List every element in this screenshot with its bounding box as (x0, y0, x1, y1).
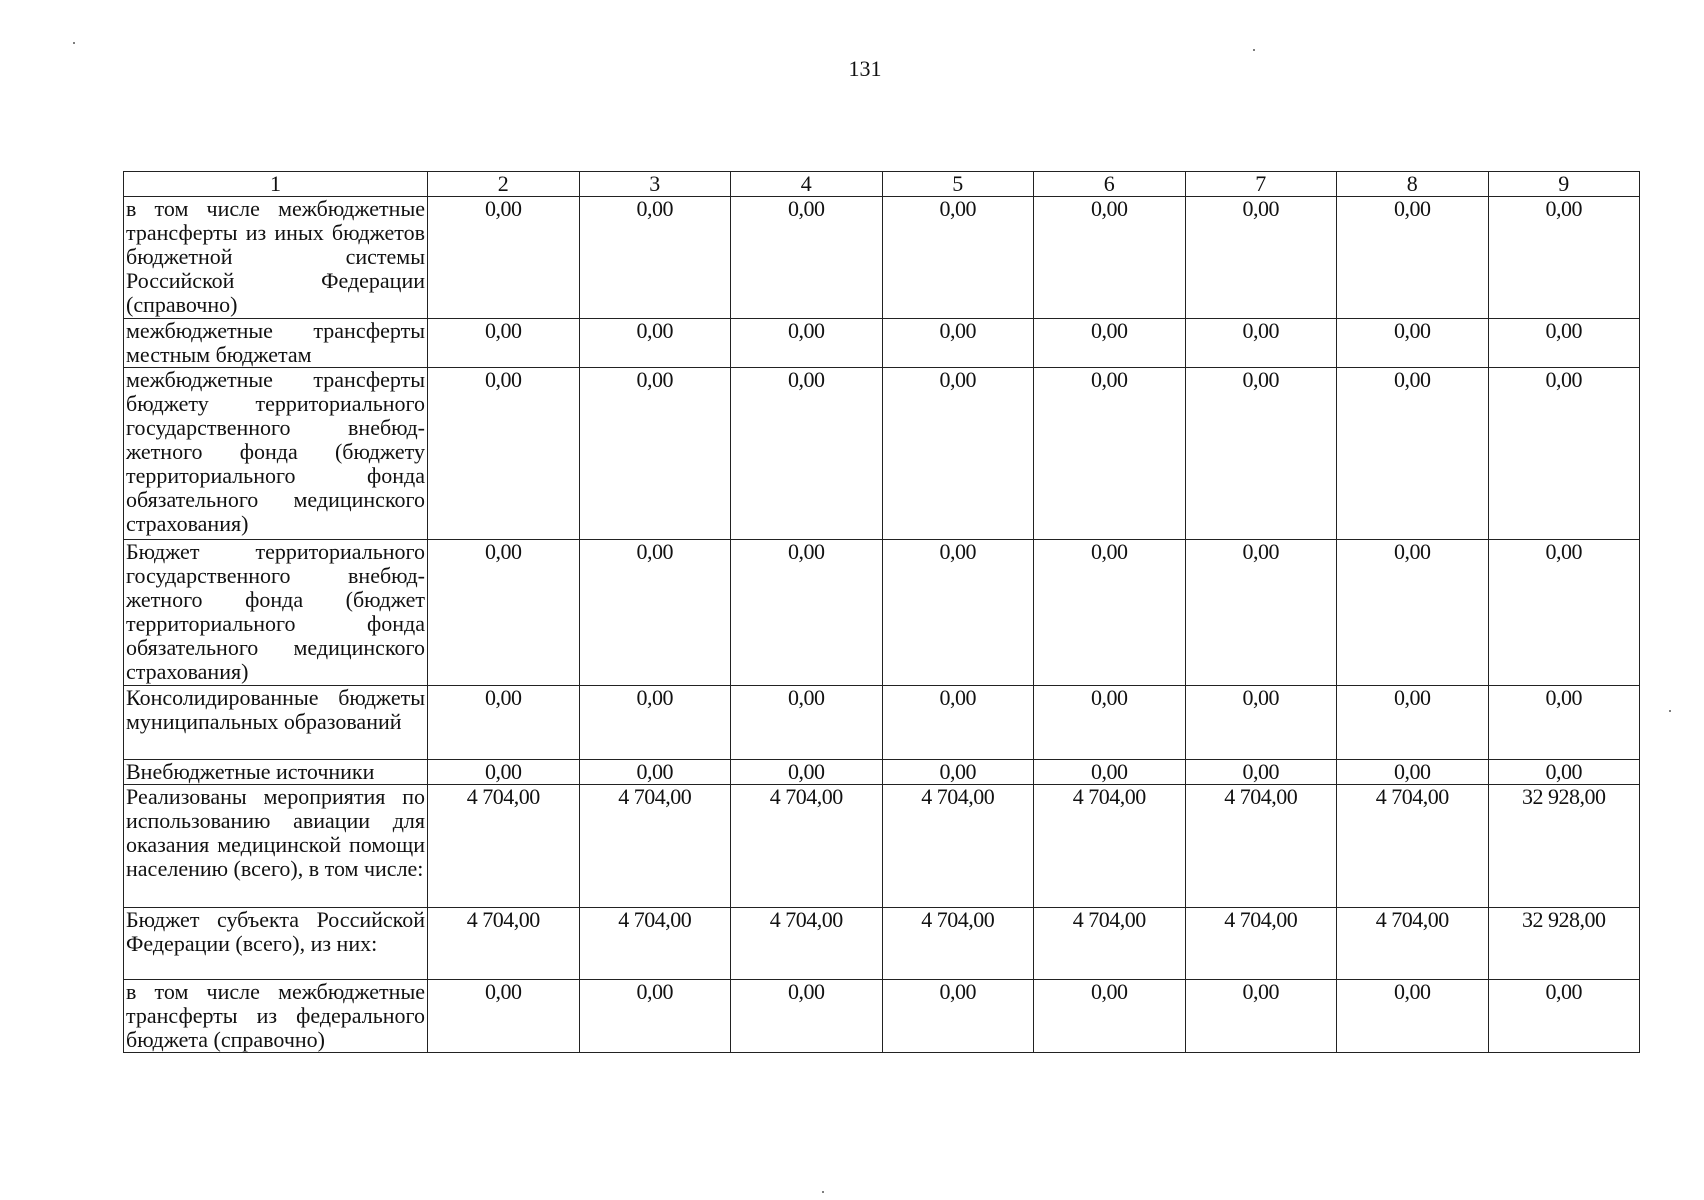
value-cell: 0,00 (428, 980, 580, 1053)
value-cell: 0,00 (731, 686, 883, 760)
value-cell: 4 704,00 (1034, 785, 1186, 908)
value-cell: 0,00 (1488, 686, 1640, 760)
value-cell: 0,00 (428, 197, 580, 319)
value-cell: 0,00 (428, 368, 580, 540)
scan-speck (822, 1191, 824, 1193)
value-cell: 0,00 (1185, 686, 1337, 760)
column-header: 4 (731, 172, 883, 197)
value-cell: 0,00 (1185, 197, 1337, 319)
value-cell: 0,00 (1185, 760, 1337, 785)
page-number: 131 (848, 56, 882, 81)
table-row (124, 540, 1640, 686)
row-label: в том числе межбюджетные трансферты из иных бюджетов бюджетной системы Российской Федерации (справочно) (124, 197, 428, 319)
value-cell: 4 704,00 (1185, 785, 1337, 908)
value-cell: 0,00 (882, 368, 1034, 540)
value-cell: 4 704,00 (1337, 908, 1489, 980)
value-cell: 0,00 (1488, 319, 1640, 368)
value-cell: 0,00 (579, 686, 731, 760)
table-row (124, 980, 1640, 1053)
value-cell: 32 928,00 (1488, 785, 1640, 908)
value-cell: 0,00 (1488, 197, 1640, 319)
value-cell: 4 704,00 (428, 785, 580, 908)
value-cell: 0,00 (1337, 368, 1489, 540)
column-header: 8 (1337, 172, 1489, 197)
value-cell: 4 704,00 (1185, 908, 1337, 980)
value-cell: 0,00 (1034, 686, 1186, 760)
scan-speck (73, 42, 75, 44)
table-row (124, 368, 1640, 540)
value-cell: 0,00 (1488, 540, 1640, 686)
column-header: 5 (882, 172, 1034, 197)
value-cell: 0,00 (1337, 197, 1489, 319)
row-label: межбюджетные трансферты бюджету территориального государственного внебюджетного фонда (бюджету территориального фонда обязательного медицинского страхования) (124, 368, 428, 540)
value-cell: 0,00 (428, 760, 580, 785)
column-header: 7 (1185, 172, 1337, 197)
row-label: Реализованы мероприятия по использованию авиации для оказания медицинской помощи населению (всего), в том числе: (124, 785, 428, 908)
value-cell: 4 704,00 (882, 785, 1034, 908)
column-header: 6 (1034, 172, 1186, 197)
value-cell: 0,00 (1034, 368, 1186, 540)
value-cell: 4 704,00 (579, 785, 731, 908)
value-cell: 0,00 (579, 197, 731, 319)
value-cell: 0,00 (882, 760, 1034, 785)
value-cell: 0,00 (731, 540, 883, 686)
budget-table (123, 171, 1640, 1053)
row-label: в том числе межбюджетные трансферты из федерального бюджета (справочно) (124, 980, 428, 1053)
value-cell: 0,00 (1337, 319, 1489, 368)
value-cell: 0,00 (1185, 319, 1337, 368)
value-cell: 0,00 (579, 319, 731, 368)
value-cell: 0,00 (1337, 980, 1489, 1053)
value-cell: 0,00 (882, 540, 1034, 686)
value-cell: 0,00 (1337, 760, 1489, 785)
header-row (124, 172, 1640, 197)
scan-speck (1253, 49, 1255, 51)
value-cell: 0,00 (428, 540, 580, 686)
value-cell: 0,00 (428, 319, 580, 368)
value-cell: 0,00 (882, 686, 1034, 760)
value-cell: 0,00 (882, 319, 1034, 368)
value-cell: 0,00 (579, 760, 731, 785)
column-header: 9 (1488, 172, 1640, 197)
value-cell: 4 704,00 (1034, 908, 1186, 980)
scan-speck (1669, 710, 1671, 712)
value-cell: 0,00 (579, 980, 731, 1053)
row-label: Бюджет субъекта Российской Федерации (всего), из них: (124, 908, 428, 980)
row-label: Бюджет территориального государственного внебюджетного фонда (бюджет территориального фонда обязательного медицинского страхования) (124, 540, 428, 686)
column-header: 1 (124, 172, 428, 197)
row-label: межбюджетные трансферты местным бюджетам (124, 319, 428, 368)
value-cell: 0,00 (1185, 980, 1337, 1053)
value-cell: 0,00 (1488, 368, 1640, 540)
value-cell: 0,00 (579, 368, 731, 540)
value-cell: 0,00 (1034, 197, 1186, 319)
value-cell: 0,00 (731, 319, 883, 368)
table-row (124, 760, 1640, 785)
value-cell: 0,00 (882, 197, 1034, 319)
value-cell: 0,00 (1185, 540, 1337, 686)
value-cell: 0,00 (1337, 540, 1489, 686)
value-cell: 0,00 (731, 197, 883, 319)
value-cell: 0,00 (882, 980, 1034, 1053)
value-cell: 4 704,00 (882, 908, 1034, 980)
value-cell: 4 704,00 (1337, 785, 1489, 908)
table-body (124, 197, 1640, 1053)
table-row (124, 686, 1640, 760)
table-row (124, 197, 1640, 319)
value-cell: 0,00 (731, 760, 883, 785)
value-cell: 4 704,00 (428, 908, 580, 980)
value-cell: 4 704,00 (731, 785, 883, 908)
column-header: 2 (428, 172, 580, 197)
value-cell: 0,00 (1034, 540, 1186, 686)
column-header: 3 (579, 172, 731, 197)
value-cell: 0,00 (1488, 980, 1640, 1053)
row-label: Консолидированные бюджеты муниципальных образований (124, 686, 428, 760)
value-cell: 0,00 (1034, 980, 1186, 1053)
value-cell: 0,00 (731, 368, 883, 540)
value-cell: 0,00 (1034, 319, 1186, 368)
value-cell: 0,00 (1034, 760, 1186, 785)
value-cell: 0,00 (1488, 760, 1640, 785)
row-label: Внебюджетные источники (124, 760, 428, 785)
table-row (124, 785, 1640, 908)
value-cell: 0,00 (1337, 686, 1489, 760)
value-cell: 0,00 (579, 540, 731, 686)
value-cell: 4 704,00 (731, 908, 883, 980)
table-row (124, 319, 1640, 368)
value-cell: 0,00 (731, 980, 883, 1053)
value-cell: 0,00 (428, 686, 580, 760)
table-row (124, 908, 1640, 980)
value-cell: 0,00 (1185, 368, 1337, 540)
value-cell: 4 704,00 (579, 908, 731, 980)
value-cell: 32 928,00 (1488, 908, 1640, 980)
